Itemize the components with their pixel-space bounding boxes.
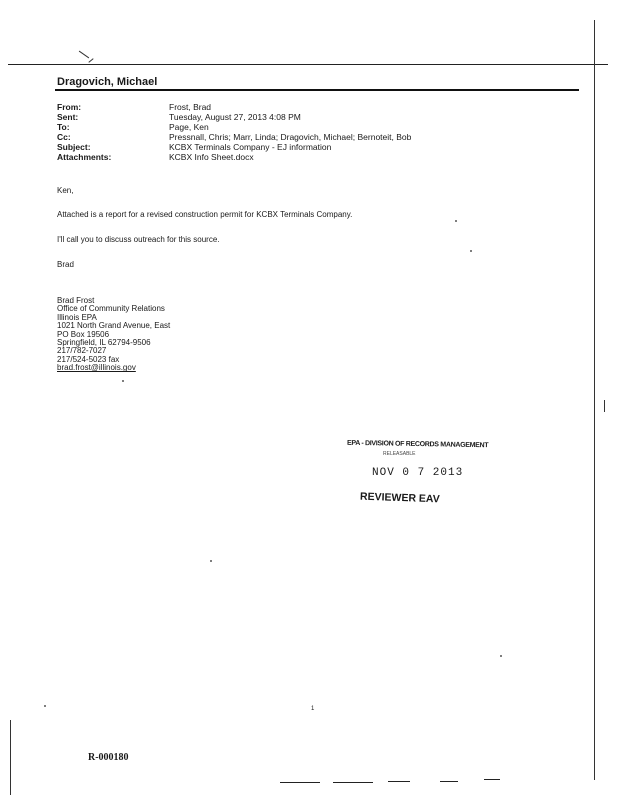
signature-block — [57, 297, 170, 373]
footer-dash — [388, 781, 410, 782]
scan-speck — [44, 705, 46, 707]
subject-value: KCBX Terminals Company - EJ information — [169, 142, 332, 152]
signature-email-link[interactable]: brad.frost@illinois.gov — [57, 363, 136, 373]
sent-label: Sent: — [57, 112, 79, 122]
signature-city: Springfield, IL 62794-9506 — [57, 338, 151, 348]
scan-speck — [470, 250, 472, 252]
scan-mark — [88, 58, 93, 63]
signature-pobox: PO Box 19506 — [57, 329, 110, 339]
attachments-label: Attachments: — [57, 152, 112, 162]
right-margin-line — [594, 20, 595, 780]
signature-name: Brad Frost — [57, 296, 95, 305]
left-margin-line — [10, 720, 11, 795]
mailbox-owner-name: Dragovich, Michael — [57, 76, 158, 88]
signature-phone: 217/782-7027 — [57, 346, 107, 356]
sent-value: Tuesday, August 27, 2013 4:08 PM — [169, 112, 301, 122]
from-label: From: — [57, 102, 82, 112]
scan-speck — [500, 655, 502, 657]
from-value: Frost, Brad — [169, 102, 212, 112]
footer-dash — [333, 782, 373, 783]
cc-value: Pressnall, Chris; Marr, Linda; Dragovich, Michael; Bernoteit, Bob — [169, 132, 412, 142]
bates-number: R-000180 — [88, 752, 129, 763]
signature-dept: Office of Community Relations — [57, 304, 165, 314]
to-value: Page, Ken — [169, 122, 209, 132]
signature-fax: 217/524-5023 fax — [57, 354, 120, 364]
stamp-org: EPA - DIVISION OF RECORDS MANAGEMENT — [346, 439, 489, 450]
scan-speck — [122, 380, 124, 382]
footer-dash — [440, 781, 458, 782]
footer-dash — [484, 779, 500, 780]
scan-speck — [210, 560, 212, 562]
body-line-2: I'll call you to discuss outreach for this source. — [57, 235, 220, 244]
subject-label: Subject: — [57, 142, 91, 152]
footer-dash — [280, 782, 320, 783]
header-rule — [55, 89, 579, 91]
stamp-reviewer: REVIEWER EAV — [359, 490, 440, 506]
stamp-sub: RELEASABLE — [383, 451, 416, 457]
stamp-date: NOV 0 7 2013 — [372, 467, 464, 479]
attachments-value: KCBX Info Sheet.docx — [169, 152, 254, 162]
scan-mark — [79, 51, 89, 59]
body-line-1: Attached is a report for a revised construction permit for KCBX Terminals Company. — [57, 210, 353, 219]
signature-org: Illinois EPA — [57, 312, 97, 322]
signature-street: 1021 North Grand Avenue, East — [57, 321, 171, 331]
greeting: Ken, — [57, 186, 74, 195]
scan-speck — [455, 220, 457, 222]
to-label: To: — [57, 122, 70, 132]
cc-label: Cc: — [57, 132, 71, 142]
closing: Brad — [57, 260, 74, 269]
top-rule — [8, 64, 608, 65]
page-number: 1 — [311, 706, 315, 712]
right-margin-tick — [604, 400, 605, 412]
